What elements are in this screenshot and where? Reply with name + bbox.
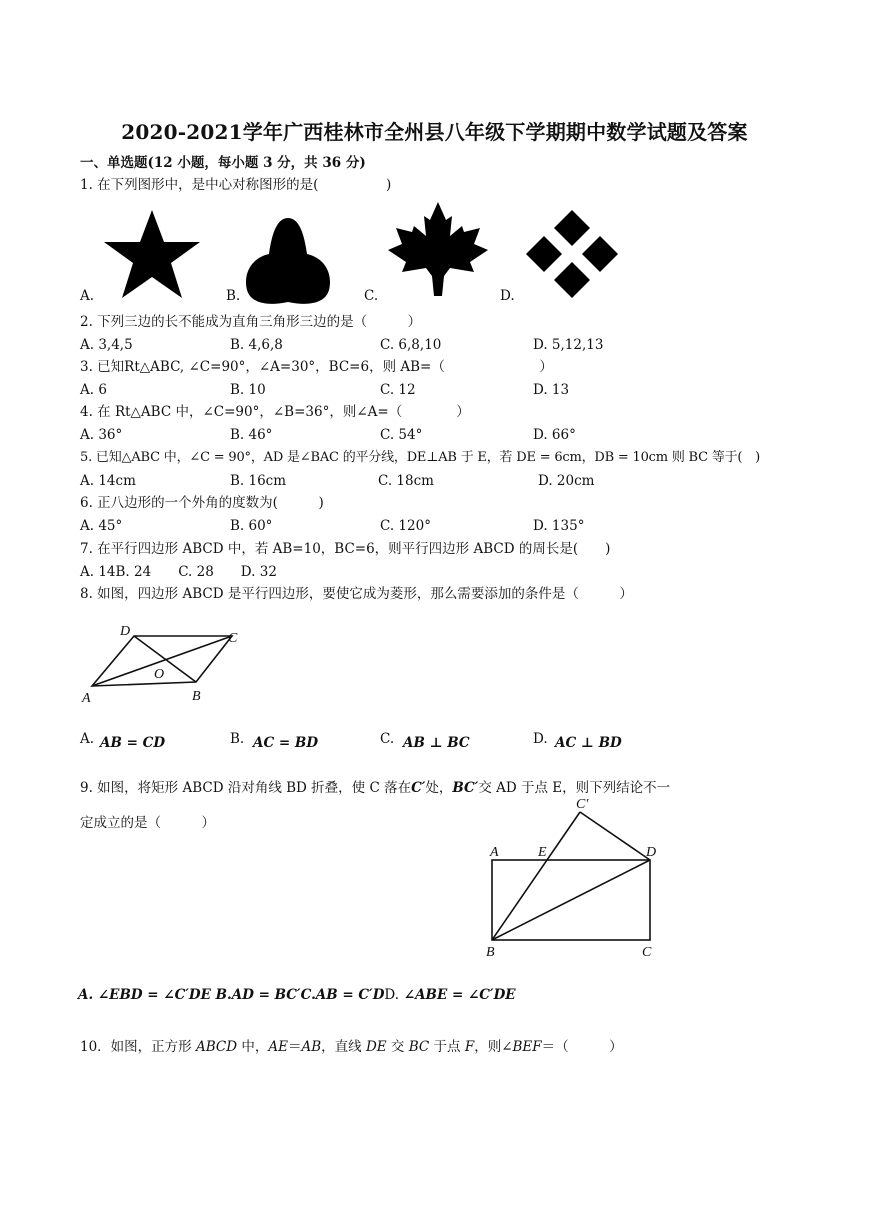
q10-part-l: F <box>464 1039 475 1055</box>
q4-option-d: D. 66° <box>533 427 576 443</box>
fig8-label-c: C <box>228 631 238 646</box>
question-5-stem: 5. 已知△ABC 中，∠C = 90°，AD 是∠BAC 的平分线，DE⊥AB 于 E，若 DE = 6cm，DB = 10cm 则 BC 等于( ) <box>80 450 760 465</box>
fig8-label-a: A <box>82 691 91 706</box>
q3-option-d: D. 13 <box>533 382 570 398</box>
q10-part-f: AB <box>301 1039 322 1055</box>
q9-option-a: A. ∠EBD = ∠C′DE <box>78 987 211 1003</box>
q3-option-a: A. 6 <box>80 382 107 398</box>
q3-option-b: B. 10 <box>230 382 266 398</box>
q2-option-a: A. 3,4,5 <box>80 337 133 353</box>
q5-option-d: D. 20cm <box>538 473 595 489</box>
q6-option-a: A. 45° <box>80 518 123 534</box>
fig9-label-a: A <box>490 845 499 860</box>
q1-option-d: D. <box>500 288 515 304</box>
q8-option-a-math: AB = CD <box>100 735 166 751</box>
section-heading: 一、单选题(12 小题，每小题 3 分，共 36 分) <box>80 155 366 171</box>
q8-option-b-letter: B. <box>230 731 245 747</box>
star-shape-icon <box>100 208 204 300</box>
fig8-label-b: B <box>192 689 201 704</box>
q8-option-a-letter: A. <box>80 731 95 747</box>
q6-option-c: C. 120° <box>380 518 431 534</box>
q10-part-j: BC <box>408 1039 430 1055</box>
q10-part-a: 10．如图，正方形 <box>80 1039 196 1055</box>
parallelogram-figure <box>78 620 250 710</box>
q6-option-d: D. 135° <box>533 518 585 534</box>
question-7-stem: 7. 在平行四边形 ABCD 中，若 AB=10，BC=6，则平行四边形 ABCD 的周长是( ) <box>80 541 611 557</box>
page-title: 2020-2021学年广西桂林市全州县八年级下学期期中数学试题及答案 <box>121 120 748 144</box>
q1-option-b: B. <box>226 288 241 304</box>
q10-part-d: AE <box>268 1039 288 1055</box>
q5-option-a: A. 14cm <box>80 473 136 489</box>
q9-option-d: ∠ABE = ∠C′DE <box>403 987 516 1003</box>
q10-part-n: BEF <box>512 1039 542 1055</box>
q8-option-c-math: AB ⊥ BC <box>403 735 470 751</box>
q6-option-b: B. 60° <box>230 518 273 534</box>
q9-option-c: C.AB = C′D <box>300 987 385 1003</box>
q9-symbol-c-prime: C′ <box>411 780 426 796</box>
q10-part-b: ABCD <box>195 1039 238 1055</box>
trefoil-shape-icon <box>243 214 333 306</box>
question-9-stem-line2: 定成立的是（ ） <box>80 815 215 831</box>
q7-options: A. 14B. 24 C. 28 D. 32 <box>80 564 277 580</box>
q9-stem-part-b: 处， <box>425 780 453 796</box>
q9-option-b: B.AD = BC′ <box>215 987 301 1003</box>
question-6-stem: 6. 正八边形的一个外角的度数为( ) <box>80 495 324 511</box>
q9-options-line <box>78 987 516 1003</box>
q10-part-g: ，直线 <box>321 1039 366 1055</box>
q4-option-c: C. 54° <box>380 427 423 443</box>
q10-part-e: ＝ <box>287 1039 302 1055</box>
q2-option-c: C. 6,8,10 <box>380 337 442 353</box>
q10-part-h: DE <box>365 1039 387 1055</box>
q10-part-c: 中， <box>237 1039 269 1055</box>
q8-option-b-math: AC = BD <box>253 735 319 751</box>
q10-part-k: 于点 <box>429 1039 465 1055</box>
q5-option-c: C. 18cm <box>378 473 434 489</box>
q8-option-c-letter: C. <box>380 731 395 747</box>
q2-option-d: D. 5,12,13 <box>533 337 604 353</box>
maple-leaf-shape-icon <box>384 200 492 298</box>
q10-part-o: ＝（ ） <box>541 1039 623 1055</box>
question-3-stem: 3. 已知Rt△ABC, ∠C=90°，∠A=30°，BC=6，则 AB=（ ） <box>80 359 553 375</box>
question-10-stem <box>80 1038 623 1056</box>
q10-part-i: 交 <box>386 1039 409 1055</box>
q9-symbol-bc-prime: BC′ <box>452 780 479 796</box>
q5-option-b: B. 16cm <box>230 473 287 489</box>
fig8-label-d: D <box>120 624 131 639</box>
q9-stem-part-a: 9. 如图，将矩形 ABCD 沿对角线 BD 折叠，使 C 落在 <box>80 780 412 796</box>
q10-part-m: ，则∠ <box>474 1039 513 1055</box>
fig9-label-b: B <box>486 945 495 960</box>
q4-option-b: B. 46° <box>230 427 273 443</box>
q8-option-d-math: AC ⊥ BD <box>555 735 622 751</box>
fig8-label-o: O <box>154 667 165 682</box>
q9-option-d-letter: D. <box>384 987 400 1003</box>
question-2-stem: 2. 下列三边的长不能成为直角三角形三边的是（ ） <box>80 314 422 330</box>
fig9-label-c: C <box>642 945 652 960</box>
fig9-label-e: E <box>538 845 547 860</box>
fig9-label-c-prime: C′ <box>576 797 589 812</box>
four-diamonds-shape-icon <box>524 208 620 300</box>
folded-rectangle-figure <box>482 794 662 964</box>
question-8-stem: 8. 如图，四边形 ABCD 是平行四边形，要使它成为菱形，那么需要添加的条件是（ ） <box>80 586 633 602</box>
question-1-stem: 1. 在下列图形中，是中心对称图形的是( ) <box>80 177 392 193</box>
q8-option-d-letter: D. <box>533 731 548 747</box>
fig9-label-d: D <box>646 845 657 860</box>
q4-option-a: A. 36° <box>80 427 123 443</box>
q2-option-b: B. 4,6,8 <box>230 337 283 353</box>
q1-option-a: A. <box>80 288 95 304</box>
q9-stem-part-c: 交 AD 于点 E，则下列结论不一 <box>478 780 671 796</box>
question-4-stem: 4. 在 Rt△ABC 中，∠C=90°，∠B=36°，则∠A=（ ） <box>80 404 470 420</box>
q1-option-c: C. <box>364 288 379 304</box>
q3-option-c: C. 12 <box>380 382 416 398</box>
